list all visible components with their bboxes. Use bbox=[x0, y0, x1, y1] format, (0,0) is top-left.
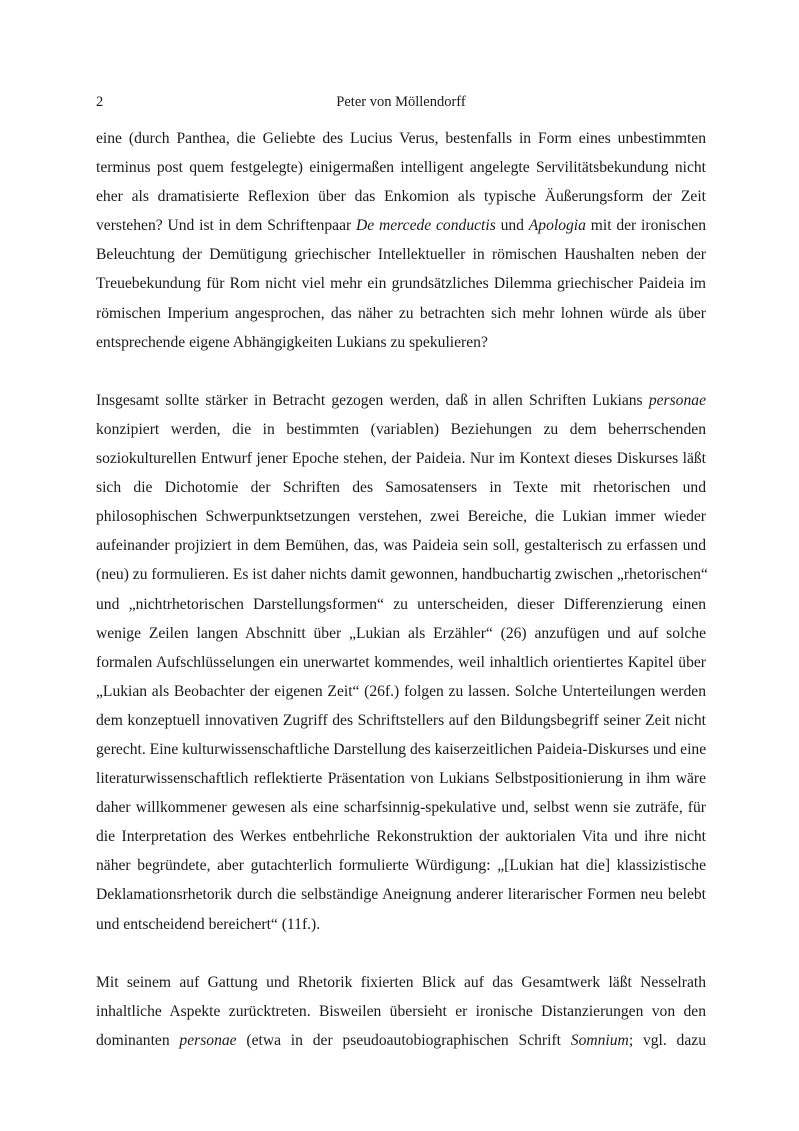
text-line bbox=[96, 386, 706, 415]
text-line bbox=[96, 968, 706, 997]
text-run: terminus post quem festgelegte) einigermaßen intelligent angelegte Servilitätsbekundung nicht bbox=[96, 159, 706, 177]
text-run: eine (durch Panthea, die Geliebte des Lucius Verus, bestenfalls in Form eines unbestimmten bbox=[96, 130, 706, 147]
text-run: dem konzeptuell innovativen Zugriff des Schriftstellers auf den Bildungsbegriff seiner Zeit nicht bbox=[96, 711, 706, 729]
text-run: und „nichtrhetorischen Darstellungsformen“ zu unterscheiden, dieser Differenzierung einen bbox=[96, 595, 706, 613]
text-line bbox=[96, 502, 706, 531]
text-line bbox=[96, 153, 706, 182]
text-run: verstehen? Und ist in dem Schriftenpaar bbox=[96, 217, 356, 235]
text-run: dominanten bbox=[96, 1031, 180, 1049]
text-run: (neu) zu formulieren. Es ist daher nichts damit gewonnen, handbuchartig zwischen „rhetorischen“ bbox=[96, 566, 708, 584]
text-line bbox=[96, 764, 706, 793]
text-run: mit der ironischen bbox=[585, 217, 706, 235]
text-run: konzipiert werden, die in bestimmten (variablen) Beziehungen zu dem beherrschenden bbox=[96, 420, 706, 438]
italic-term: Somnium bbox=[570, 1031, 629, 1049]
body-text bbox=[96, 124, 706, 1055]
text-line bbox=[96, 735, 706, 764]
text-line bbox=[96, 851, 706, 880]
text-line bbox=[96, 240, 706, 269]
paragraph bbox=[96, 386, 706, 939]
text-run: Mit seinem auf Gattung und Rhetorik fixierten Blick auf das Gesamtwerk läßt Nesselrath bbox=[96, 973, 706, 991]
italic-term: personae bbox=[179, 1031, 237, 1049]
italic-term: personae bbox=[648, 391, 706, 409]
text-run: formalen Aufschlüsselungen ein unerwartet kommendes, weil inhaltlich orientiertes Kapitel über bbox=[96, 653, 706, 671]
text-run: eher als dramatisierte Reflexion über das Enkomion als typische Äußerungsform der Zeit bbox=[96, 188, 706, 206]
text-line bbox=[96, 415, 706, 444]
text-line bbox=[96, 211, 706, 240]
text-run: (etwa in der pseudoautobiographischen Schrift bbox=[236, 1031, 571, 1049]
paragraph bbox=[96, 124, 706, 357]
text-run: näher begründete, aber gutachterlich formulierte Würdigung: „[Lukian hat die] klassizistische bbox=[96, 857, 706, 875]
running-title: Peter von Möllendorff bbox=[336, 94, 466, 110]
text-line bbox=[96, 590, 706, 619]
text-line bbox=[96, 444, 706, 473]
text-line bbox=[96, 1026, 706, 1055]
text-line bbox=[96, 793, 706, 822]
text-run: wenige Zeilen langen Abschnitt über „Lukian als Erzähler“ (26) anzufügen und auf solche bbox=[96, 624, 706, 642]
text-line bbox=[96, 473, 706, 502]
text-line bbox=[96, 910, 706, 939]
paragraph bbox=[96, 968, 706, 1055]
italic-term: Apologia bbox=[528, 217, 586, 235]
text-line bbox=[96, 269, 706, 298]
text-line bbox=[96, 648, 706, 677]
text-run: literaturwissenschaftlich reflektierte Präsentation von Lukians Selbstpositionierung in ihm wäre bbox=[96, 770, 706, 788]
text-run: inhaltliche Aspekte zurücktreten. Bisweilen übersieht er ironische Distanzierungen von den bbox=[96, 1002, 706, 1020]
text-line bbox=[96, 328, 706, 357]
text-run: daher willkommener gewesen als eine scharfsinnig-spekulative und, selbst wenn sie zuträfe, für bbox=[96, 799, 706, 817]
text-run: römischen Imperium angesprochen, das näher zu betrachten sich mehr lohnen würde als über bbox=[96, 304, 706, 322]
text-run: die Interpretation des Werkes entbehrliche Rekonstruktion der auktorialen Vita und ihre nicht bbox=[96, 828, 706, 846]
text-run: und entscheidend bereichert“ (11f.). bbox=[96, 915, 321, 933]
text-run: „Lukian als Beobachter der eigenen Zeit“ (26f.) folgen zu lassen. Solche Unterteilungen werden bbox=[96, 682, 706, 700]
page-header bbox=[96, 94, 706, 114]
text-run: Deklamationsrhetorik durch die selbständige Aneignung anderer literarischer Formen neu belebt bbox=[96, 886, 706, 904]
text-run: ; vgl. dazu bbox=[628, 1031, 706, 1049]
text-line bbox=[96, 997, 706, 1026]
text-run: Insgesamt sollte stärker in Betracht gezogen werden, daß in allen Schriften Lukians bbox=[96, 391, 649, 409]
text-run: gerecht. Eine kulturwissenschaftliche Darstellung des kaiserzeitlichen Paideia-Diskurses und eine bbox=[96, 740, 707, 758]
text-line bbox=[96, 560, 706, 589]
text-run: Treuebekundung für Rom nicht viel mehr ein grundsätzliches Dilemma griechischer Paideia im bbox=[96, 275, 706, 293]
text-line bbox=[96, 182, 706, 211]
text-run: philosophischen Schwerpunktsetzungen verstehen, zwei Bereiche, die Lukian immer wieder bbox=[96, 508, 706, 526]
page-number: 2 bbox=[96, 94, 104, 110]
text-run: entsprechende eigene Abhängigkeiten Lukians zu spekulieren? bbox=[96, 333, 488, 351]
text-run: und bbox=[495, 217, 529, 235]
text-run: aufeinander projiziert in dem Bemühen, das, was Paideia sein soll, gestalterisch zu erfassen und bbox=[96, 537, 706, 555]
text-line bbox=[96, 880, 706, 909]
italic-term: De mercede conductis bbox=[356, 217, 496, 235]
text-run: sich die Dichotomie der Schriften des Samosatensers in Texte mit rhetorischen und bbox=[96, 479, 706, 497]
text-line bbox=[96, 706, 706, 735]
text-line bbox=[96, 531, 706, 560]
text-line bbox=[96, 619, 706, 648]
text-line bbox=[96, 299, 706, 328]
text-run: soziokulturellen Entwurf jener Epoche stehen, der Paideia. Nur im Kontext dieses Diskurses läßt bbox=[96, 450, 706, 468]
text-run: Beleuchtung der Demütigung griechischer Intellektueller in römischen Haushalten neben der bbox=[96, 246, 706, 264]
text-line bbox=[96, 677, 706, 706]
text-line bbox=[96, 822, 706, 851]
text-line bbox=[96, 124, 706, 153]
